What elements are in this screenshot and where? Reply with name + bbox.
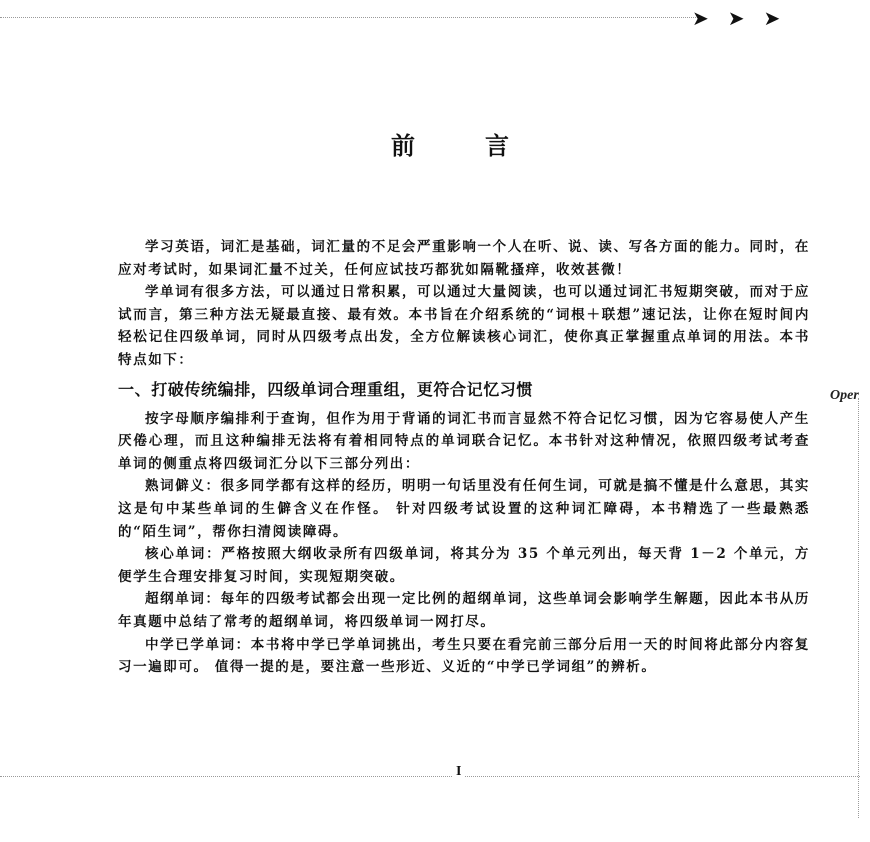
header-rule [0,17,700,18]
section1-paragraph-5: 中学已学单词：本书将中学已学单词挑出，考生只要在看完前三部分后用一天的时间将此部分内容复习一遍即可。 值得一提的是，要注意一些形近、义近的“中学已学词组”的辨析。 [118,636,810,676]
page-edge-rule [858,398,859,818]
section1-paragraph-2: 熟词僻义：很多同学都有这样的经历，明明一句话里没有任何生词，可就是搞不懂是什么意思，其实这是句中某些单词的生僻含义在作怪。 针对四级考试设置的这种词汇障碍，本书精选了一些最熟悉的“陌生词”，帮你扫清阅读障碍。 [118,478,810,540]
footer-rule [0,776,860,777]
preface-body [118,236,810,679]
intro-paragraph-2: 学单词有很多方法，可以通过日常积累，可以通过大量阅读，也可以通过词汇书短期突破，而对于应试而言，第三种方法无疑最直接、最有效。本书旨在介绍系统的“词根＋联想”速记法，让你在短时间内轻松记住四级单词，同时从四级考点出发，全方位解读核心词汇，使你真正掌握重点单词的用法。本书特点如下： [118,284,810,368]
side-text-fragment: Oper [830,388,859,403]
intro-paragraph-1: 学习英语，词汇是基础，词汇量的不足会严重影响一个人在听、说、读、写各方面的能力。同时，在应对考试时，如果词汇量不过关，任何应试技巧都犹如隔靴搔痒，收效甚微！ [118,239,810,278]
section-heading-1: 一、打破传统编排，四级单词合理重组，更符合记忆习惯 [118,379,534,399]
section1-paragraph-3: 核心单词：严格按照大纲收录所有四级单词，将其分为 35 个单元列出，每天背 1－2 个单元，方便学生合理安排复习时间，实现短期突破。 [118,546,810,585]
section1-paragraph-1: 按字母顺序编排利于查询，但作为用于背诵的词汇书而言显然不符合记忆习惯，因为它容易使人产生厌倦心理，而且这种编排无法将有着相同特点的单词联合记忆。本书针对这种情况，依照四级考试考查单词的侧重点将四级词汇分以下三部分列出： [118,410,810,472]
section1-paragraph-4: 超纲单词：每年的四级考试都会出现一定比例的超纲单词，这些单词会影响学生解题，因此本书从历年真题中总结了常考的超纲单词，将四级单词一网打尽。 [118,591,810,630]
header-arrows-icon: ➤ ➤ ➤ [692,6,787,30]
page-title: 前言 [391,132,579,160]
page-number: I [452,764,465,780]
